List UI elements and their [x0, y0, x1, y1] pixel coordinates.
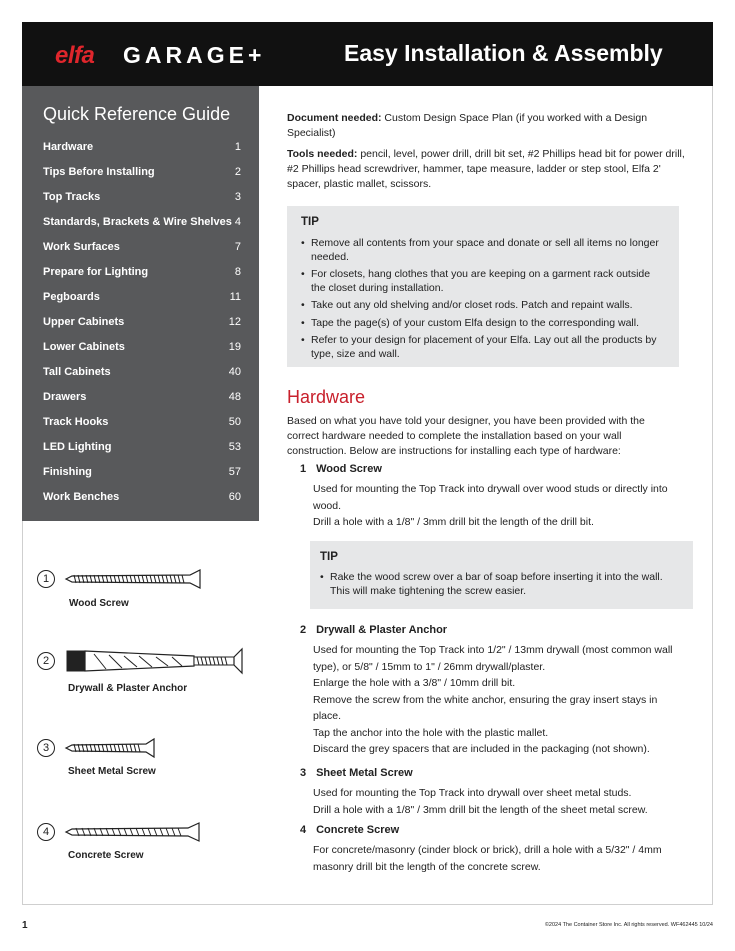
toc-label: Finishing: [43, 466, 92, 478]
step-title-concrete-screw: [300, 824, 399, 836]
tip-item: • Take out any old shelving and/or closet rods. Patch and repaint walls.: [301, 299, 661, 313]
toc-page: 2: [234, 166, 241, 178]
toc-label: Lower Cabinets: [43, 341, 125, 353]
illustration-caption: Wood Screw: [69, 598, 129, 609]
toc-page: 60: [228, 491, 241, 503]
step-body-concrete-screw: [313, 842, 683, 875]
toc-item-finishing[interactable]: [43, 466, 241, 486]
toc-page: 40: [228, 366, 241, 378]
step-line: Discard the grey spacers that are included in the packaging (not shown).: [313, 743, 650, 755]
toc-label: LED Lighting: [43, 441, 112, 453]
toc-item-upper-cabinets[interactable]: [43, 316, 241, 336]
step-line: Drill a hole with a 1/8" / 3mm drill bit the length of the sheet metal screw.: [313, 803, 648, 816]
toc-page: 1: [234, 141, 241, 153]
tip-list: [301, 237, 661, 365]
illustration-caption: Concrete Screw: [68, 850, 144, 861]
step-title-wood-screw: [300, 463, 382, 475]
step-title-text: Drywall & Plaster Anchor: [316, 624, 448, 636]
illustration-number: 3: [37, 739, 55, 757]
toc-label: Tall Cabinets: [43, 366, 111, 378]
tip-item: • Tape the page(s) of your custom Elfa design to the corresponding wall.: [301, 317, 661, 331]
step-number: 4: [300, 824, 307, 836]
toc-item-drawers[interactable]: [43, 391, 241, 411]
step-line: Used for mounting the Top Track into drywall over wood studs or directly into wood.: [313, 483, 668, 512]
toc-label: Top Tracks: [43, 191, 101, 203]
toc-item-lower-cabinets[interactable]: [43, 341, 241, 361]
toc-item-prepare-lighting[interactable]: [43, 266, 241, 286]
tip-heading: TIP: [301, 216, 319, 228]
document-needed: [287, 111, 687, 141]
step-number: 2: [300, 624, 307, 636]
toc-item-hardware[interactable]: [43, 141, 241, 161]
elfa-logo: elfa: [55, 42, 95, 69]
toc-label: Pegboards: [43, 291, 100, 303]
step-number: 1: [300, 463, 307, 475]
step-line: For concrete/masonry (cinder block or brick), drill a hole with a 5/32" / 4mm masonry drill bit the length of the concrete screw.: [313, 844, 662, 873]
header-bar: [22, 22, 713, 86]
copyright-notice: ©2024 The Container Store Inc. All rights reserved. WF462445 10/24: [544, 922, 713, 928]
garage-plus-logo: GARAGE+: [123, 42, 266, 68]
step-line: Used for mounting the Top Track into 1/2" / 13mm drywall (most common wall type), or 5/8" / 15mm to 1" / 26mm drywall/plaster.: [313, 644, 673, 673]
toc-page: 57: [228, 466, 241, 478]
toc-page: 11: [229, 291, 241, 303]
tools-needed-text: pencil, level, power drill, drill bit set, #2 Phillips head bit for power drill, #2 Phillips head screwdriver, hammer, tape measure, ladder or step stool, Elfa 2' spacer, plastic mallet, scissors.: [287, 148, 685, 190]
toc-page: 8: [234, 266, 241, 278]
step-body-drywall-anchor: [313, 642, 683, 758]
toc-item-work-surfaces[interactable]: [43, 241, 241, 261]
step-body-wood-screw: [313, 481, 683, 531]
page-title: Easy Installation & Assembly: [344, 40, 663, 66]
toc-label: Prepare for Lighting: [43, 266, 149, 278]
step-line: Drill a hole with a 1/8" / 3mm drill bit the length of the drill bit.: [313, 516, 594, 528]
document-needed-text: Custom Design Space Plan (if you worked with a Design Specialist): [287, 112, 648, 139]
tip-list: [320, 571, 670, 602]
toc-label: Track Hooks: [43, 416, 109, 428]
toc-item-led-lighting[interactable]: [43, 441, 241, 461]
toc-label: Hardware: [43, 141, 94, 153]
toc-item-pegboards[interactable]: [43, 291, 241, 311]
step-title-text: Wood Screw: [316, 463, 382, 475]
hardware-heading: Hardware: [287, 387, 366, 407]
step-line: Tap the anchor into the hole with the plastic mallet.: [313, 726, 549, 739]
quick-reference-sidebar: [22, 86, 259, 521]
tip-box-preparation: [287, 206, 679, 367]
illustration-caption: Sheet Metal Screw: [68, 766, 156, 777]
tip-heading: TIP: [320, 551, 338, 563]
toc-page: 53: [228, 441, 241, 453]
tip-item: • Refer to your design for placement of your Elfa. Lay out all the products by type, size and wall.: [301, 334, 661, 361]
step-line: Remove the screw from the white anchor, ensuring the gray insert stays in place.: [313, 693, 658, 722]
toc-label: Drawers: [43, 391, 87, 403]
concrete-screw-icon: [64, 821, 204, 843]
toc-item-standards-brackets[interactable]: [43, 216, 241, 236]
toc-page: 3: [234, 191, 241, 203]
illustration-number: 4: [37, 823, 55, 841]
page-number: 1: [22, 920, 28, 931]
tip-item: • For closets, hang clothes that you are keeping on a garment rack outside the closet during installation.: [301, 268, 661, 295]
step-line: Used for mounting the Top Track into drywall over sheet metal studs.: [313, 787, 632, 799]
tools-needed: [287, 147, 687, 192]
toc-page: 50: [228, 416, 241, 428]
drywall-anchor-icon: [64, 646, 246, 676]
toc-label: Upper Cabinets: [43, 316, 125, 328]
illustration-number: 1: [37, 570, 55, 588]
step-title-sheet-metal-screw: [300, 767, 413, 779]
step-line: Enlarge the hole with a 3/8" / 10mm drill bit.: [313, 677, 516, 689]
tools-needed-label: Tools needed:: [287, 148, 358, 160]
hardware-intro: Based on what you have told your designer, you have been provided with the correct hardware needed to complete the installation based on your wall construction. Below are instructions for installing each type of hardware:: [287, 415, 645, 457]
sheet-metal-screw-icon: [64, 737, 160, 759]
tip-item: • Remove all contents from your space and donate or sell all items no longer needed.: [301, 237, 661, 264]
step-body-sheet-metal-screw: [313, 785, 683, 818]
toc-label: Standards, Brackets & Wire Shelves: [43, 216, 232, 228]
toc-label: Work Surfaces: [43, 241, 120, 253]
sidebar-title: Quick Reference Guide: [43, 104, 231, 124]
toc-label: Work Benches: [43, 491, 120, 503]
toc-label: Tips Before Installing: [43, 166, 155, 178]
tip-item: • Rake the wood screw over a bar of soap before inserting it into the wall. This will make tightening the screw easier.: [320, 571, 670, 598]
toc-item-track-hooks[interactable]: [43, 416, 241, 436]
tip-box-soap: [310, 541, 693, 609]
toc-page: 12: [228, 316, 241, 328]
step-title-text: Sheet Metal Screw: [316, 767, 413, 779]
wood-screw-icon: [64, 568, 204, 590]
step-number: 3: [300, 767, 307, 779]
toc-page: 7: [234, 241, 241, 253]
toc-item-tall-cabinets[interactable]: [43, 366, 241, 386]
illustration-number: 2: [37, 652, 55, 670]
document-needed-label: Document needed:: [287, 112, 382, 124]
toc-item-top-tracks[interactable]: [43, 191, 241, 211]
toc-item-tips-before-installing[interactable]: [43, 166, 241, 186]
toc-page: 19: [228, 341, 241, 353]
step-title-text: Concrete Screw: [316, 824, 400, 836]
step-title-drywall-anchor: [300, 624, 447, 636]
toc-item-work-benches[interactable]: [43, 491, 241, 511]
illustration-caption: Drywall & Plaster Anchor: [68, 683, 188, 694]
toc-page: 48: [228, 391, 241, 403]
toc-page: 4: [234, 216, 241, 228]
